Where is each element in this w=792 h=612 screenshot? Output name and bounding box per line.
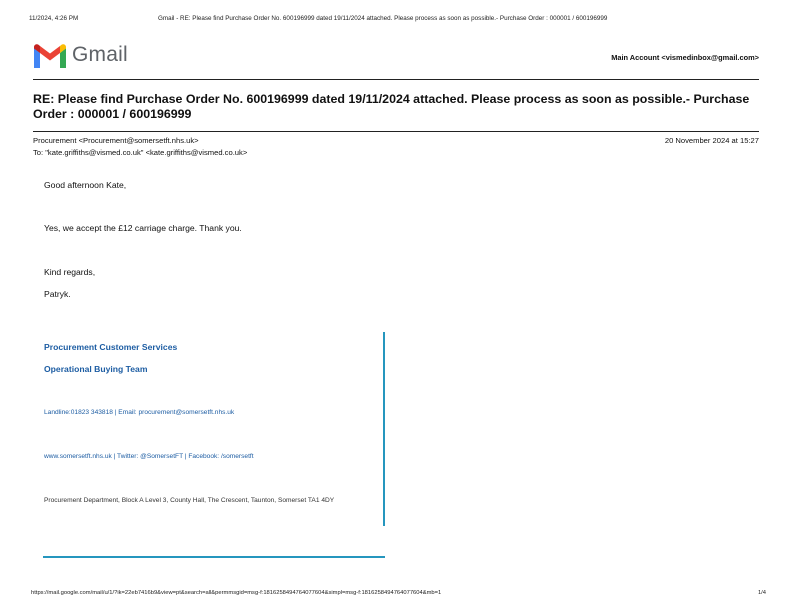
- body-greeting: Good afternoon Kate,: [44, 180, 127, 190]
- body-line-1: Yes, we accept the £12 carriage charge. Thank you.: [44, 223, 242, 233]
- print-header-title: Gmail - RE: Please find Purchase Order No. 600196999 dated 19/11/2024 attached. Please process as soon as possible.- Purchase Order : 000001 / 600196999: [158, 15, 608, 22]
- print-footer-url: https://mail.google.com/mail/u/1/?ik=22eb7416b9&view=pt&search=all&permmsgid=msg-f:1816258494764077604&simpl=msg-f:1816258494764077604&mb=1: [31, 590, 442, 596]
- divider-subject: [33, 131, 759, 132]
- body-closing: Kind regards,: [44, 267, 96, 277]
- gmail-m-logo-icon[interactable]: [32, 43, 68, 70]
- signature-team: Operational Buying Team: [44, 364, 148, 374]
- gmail-wordmark: Gmail: [72, 43, 128, 66]
- signature-address: Procurement Department, Block A Level 3, County Hall, The Crescent, Taunton, Somerset TA1 4DY: [44, 497, 335, 504]
- print-header-datetime: 11/2024, 4:26 PM: [29, 15, 79, 22]
- signature-contact[interactable]: Landline:01823 343818 | Email: procurement@somersetft.nhs.uk: [44, 409, 235, 416]
- sender: Procurement <Procurement@somersetft.nhs.uk>: [33, 136, 199, 145]
- divider-top: [33, 79, 759, 80]
- signature-vertical-divider: [383, 332, 385, 526]
- sent-date: 20 November 2024 at 15:27: [664, 136, 759, 145]
- account-label: Main Account <vismedinbox@gmail.com>: [611, 53, 759, 62]
- signature-horizontal-divider: [43, 556, 385, 558]
- signature-links[interactable]: www.somersetft.nhs.uk | Twitter: @SomersetFT | Facebook: /somersetft: [44, 453, 254, 460]
- recipient: To: "kate.griffiths@vismed.co.uk" <kate.griffiths@vismed.co.uk>: [33, 148, 248, 157]
- print-footer-page: 1/4: [757, 590, 766, 596]
- message-subject: RE: Please find Purchase Order No. 600196999 dated 19/11/2024 attached. Please process as soon as possible.- Purchase Order : 000001 / 600196999: [33, 92, 750, 121]
- signature-department: Procurement Customer Services: [44, 342, 178, 352]
- body-name: Patryk.: [44, 289, 71, 299]
